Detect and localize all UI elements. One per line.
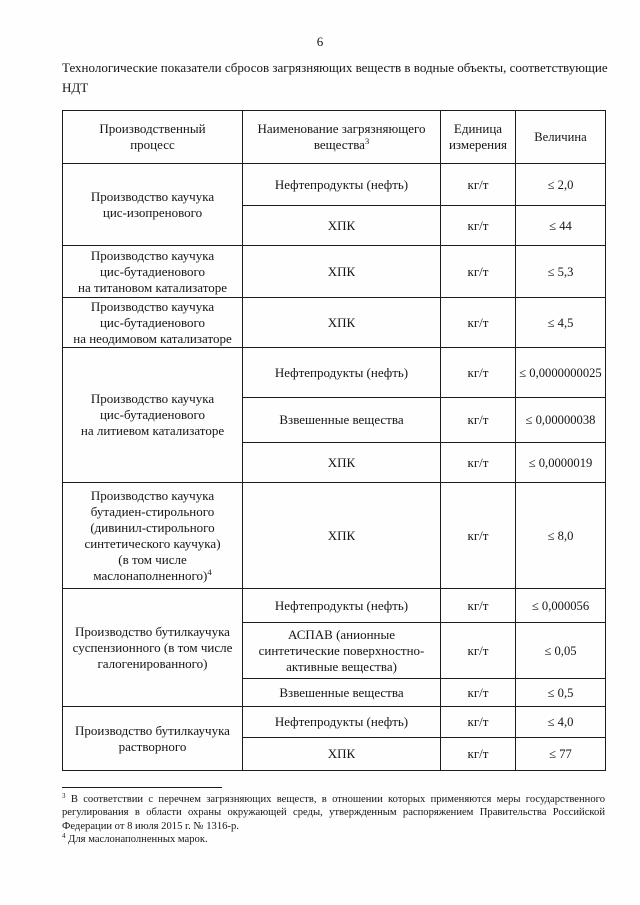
- footnotes: [62, 793, 605, 846]
- process-cell: Производство каучука цис-бутадиенового на неодимовом катализаторе: [63, 298, 243, 348]
- footnote-separator: [62, 787, 222, 788]
- table-row: [63, 298, 606, 348]
- substance-cell: Нефтепродукты (нефть): [243, 589, 441, 623]
- unit-cell: кг/т: [441, 589, 516, 623]
- header-substance: [243, 111, 441, 164]
- footnote-text: В соответствии с перечнем загрязняющих веществ, в отношении которых применяются меры государственного регулирования в области охраны окружающей среды, утвержденным распоряжением Правительства Российской Федерации от 8 июля 2015 г. № 1316-р.: [62, 794, 605, 832]
- value-cell: ≤ 2,0: [516, 164, 606, 206]
- value-cell: ≤ 0,05: [516, 623, 606, 679]
- unit-cell: кг/т: [441, 443, 516, 483]
- header-unit: Единица измерения: [441, 111, 516, 164]
- value-cell: ≤ 0,5: [516, 679, 606, 707]
- substance-cell: АСПАВ (анионные синтетические поверхностно-активные вещества): [243, 623, 441, 679]
- unit-cell: кг/т: [441, 738, 516, 771]
- unit-cell: кг/т: [441, 348, 516, 398]
- document-title: Технологические показатели сбросов загрязняющих веществ в водные объекты, соответствующие НДТ: [62, 60, 608, 95]
- value-cell: ≤ 0,0000000025: [516, 348, 606, 398]
- process-cell: Производство каучука цис-изопренового: [63, 164, 243, 246]
- unit-cell: кг/т: [441, 298, 516, 348]
- header-substance-label: Наименование загрязняющего вещества: [257, 121, 426, 152]
- substance-cell: Взвешенные вещества: [243, 398, 441, 443]
- unit-cell: кг/т: [441, 679, 516, 707]
- process-cell: Производство каучука цис-бутадиенового на титановом катализаторе: [63, 246, 243, 298]
- table-row: [63, 483, 606, 589]
- footnote-4: [62, 833, 605, 846]
- unit-cell: кг/т: [441, 483, 516, 589]
- unit-cell: кг/т: [441, 206, 516, 246]
- table-row: [63, 164, 606, 206]
- value-cell: ≤ 4,5: [516, 298, 606, 348]
- substance-cell: ХПК: [243, 443, 441, 483]
- process-cell: [63, 483, 243, 589]
- substance-cell: ХПК: [243, 483, 441, 589]
- value-cell: ≤ 77: [516, 738, 606, 771]
- value-cell: ≤ 44: [516, 206, 606, 246]
- unit-cell: кг/т: [441, 398, 516, 443]
- table-row: [63, 246, 606, 298]
- unit-cell: кг/т: [441, 246, 516, 298]
- substance-cell: Нефтепродукты (нефть): [243, 164, 441, 206]
- process-cell: Производство бутилкаучука суспензионного (в том числе галогенированного): [63, 589, 243, 707]
- substance-cell: Нефтепродукты (нефть): [243, 707, 441, 738]
- value-cell: ≤ 0,000056: [516, 589, 606, 623]
- table-row: [63, 589, 606, 623]
- value-cell: ≤ 8,0: [516, 483, 606, 589]
- header-value: Величина: [516, 111, 606, 164]
- value-cell: ≤ 0,00000038: [516, 398, 606, 443]
- substance-cell: ХПК: [243, 298, 441, 348]
- substance-cell: Нефтепродукты (нефть): [243, 348, 441, 398]
- table-row: [63, 348, 606, 398]
- footnote-marker: 3: [62, 792, 66, 800]
- unit-cell: кг/т: [441, 164, 516, 206]
- substance-cell: ХПК: [243, 246, 441, 298]
- value-cell: ≤ 4,0: [516, 707, 606, 738]
- process-label: Производство каучука бутадиен-стирольного (дивинил-стирольного синтетического каучука) (в том числе маслонаполненного): [84, 487, 221, 583]
- process-cell: Производство каучука цис-бутадиенового на литиевом катализаторе: [63, 348, 243, 483]
- unit-cell: кг/т: [441, 623, 516, 679]
- footnote-3: [62, 793, 605, 833]
- unit-cell: кг/т: [441, 707, 516, 738]
- page-number: 6: [316, 34, 324, 49]
- table-row: [63, 707, 606, 738]
- header-process: Производственный процесс: [63, 111, 243, 164]
- footnote-text: Для маслонаполненных марок.: [68, 833, 208, 845]
- substance-cell: ХПК: [243, 206, 441, 246]
- footnote-ref-4: 4: [207, 566, 212, 577]
- emissions-table: [62, 110, 606, 771]
- process-cell: Производство бутилкаучука растворного: [63, 707, 243, 771]
- substance-cell: Взвешенные вещества: [243, 679, 441, 707]
- footnote-marker: 4: [62, 831, 66, 840]
- table-header-row: [63, 111, 606, 164]
- footnote-ref-3: 3: [364, 136, 370, 146]
- value-cell: ≤ 0,0000019: [516, 443, 606, 483]
- value-cell: ≤ 5,3: [516, 246, 606, 298]
- substance-cell: ХПК: [243, 738, 441, 771]
